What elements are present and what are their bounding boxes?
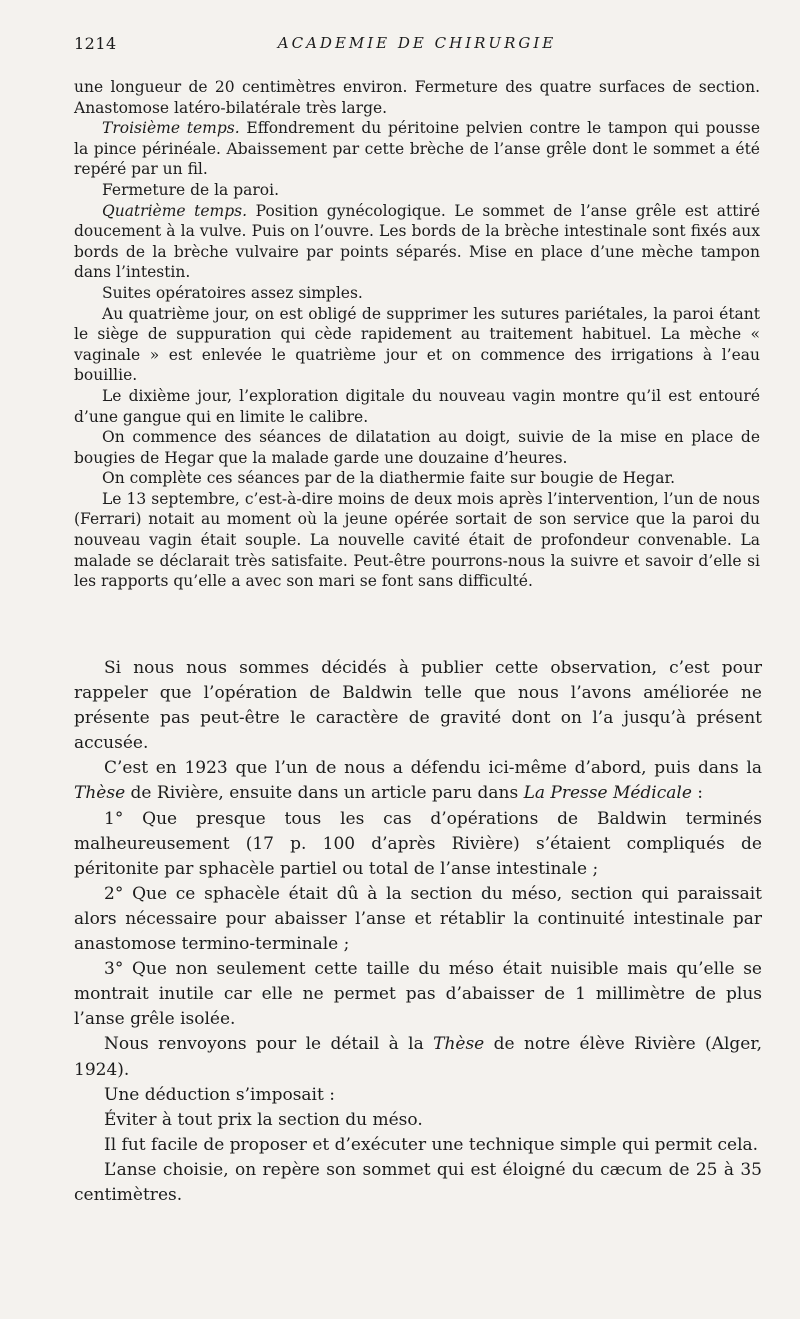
citation: Thèse <box>74 783 126 804</box>
paragraph: Au quatrième jour, on est obligé de supprimer les sutures pariétales, la paroi étant le siège de suppuration qui cède rapidement au traitement habituel. La mèche « vaginale » est enlevée le quatrième jour et on commence des irrigations à l’eau bouillie. <box>74 304 760 385</box>
paragraph: Si nous nous sommes décidés à publier cette observation, c’est pour rappeler que l’opération de Baldwin telle que nous l’avons améliorée ne présente pas peut-être le caractère de gravité dont on l’a jusqu’à présent accusée. <box>74 658 762 754</box>
case-report-section <box>74 77 760 592</box>
citation: Thèse <box>433 1034 485 1055</box>
page-header <box>74 34 760 56</box>
paragraph: Troisième temps. Effondrement du péritoine pelvien contre le tampon qui pousse la pince périnéale. Abaissement par cette brèche de l’anse grêle dont le sommet a été repéré par un fil. <box>74 119 760 179</box>
discussion-section <box>74 656 762 1208</box>
paragraph: 3° Que non seulement cette taille du méso était nuisible mais qu’elle se montrait inutile car elle ne permet pas d’abaisser de 1 millimètre de plus l’anse grêle isolée. <box>74 959 762 1030</box>
paragraph: 1° Que presque tous les cas d’opérations de Baldwin terminés malheureusement (17 p. 100 d’après Rivière) s’étaient compliqués de péritonite par sphacèle partiel ou total de l’anse intestinale ; <box>74 808 762 879</box>
paragraph: Une déduction s’imposait : <box>104 1084 335 1105</box>
paragraph: On commence des séances de dilatation au doigt, suivie de la mise en place de bougies de Hegar que la malade garde une douzaine d’heures. <box>74 428 760 467</box>
journal-title: La Presse Médicale <box>523 783 692 804</box>
paragraph: C’est en 1923 que l’un de nous a défendu ici-même d’abord, puis dans la Thèse de Rivière, ensuite dans un article paru dans La Presse Médicale : <box>74 758 762 804</box>
paragraph: L’anse choisie, on repère son sommet qui est éloigné du cæcum de 25 à 35 centimètres. <box>74 1159 762 1205</box>
paragraph: une longueur de 20 centimètres environ. Fermeture des quatre surfaces de section. Anastomose latéro-bilatérale très large. <box>74 78 760 117</box>
paragraph: Quatrième temps. Position gynécologique. Le sommet de l’anse grêle est attiré doucement à la vulve. Puis on l’ouvre. Les bords de la brèche intestinale sont fixés aux bords de la brèche vulvaire par points séparés. Mise en place d’une mèche tampon dans l’intestin. <box>74 201 760 282</box>
paragraph: Suites opératoires assez simples. <box>102 283 363 302</box>
step-label: Troisième temps. <box>102 119 240 138</box>
paragraph: Fermeture de la paroi. <box>102 180 280 199</box>
paragraph: 2° Que ce sphacèle était dû à la section du méso, section qui paraissait alors nécessaire pour abaisser l’anse et rétablir la continuité intestinale par anastomose termino-terminale ; <box>74 883 762 955</box>
step-label: Quatrième temps. <box>102 201 248 220</box>
paragraph: Le dixième jour, l’exploration digitale du nouveau vagin montre qu’il est entouré d’une gangue qui en limite le calibre. <box>74 386 760 426</box>
paragraph: Éviter à tout prix la section du méso. <box>104 1109 423 1130</box>
paragraph: Le 13 septembre, c’est-à-dire moins de deux mois après l’intervention, l’un de nous (Ferrari) notait au moment où la jeune opérée sortait de son service que la paroi du nouveau vagin était souple. La nouvelle cavité était de profondeur convenable. La malade se déclarait très satisfaite. Peut-être pourrons-nous la suivre et savoir d’elle si les rapports qu’elle a avec son mari se font sans difficulté. <box>74 489 760 591</box>
running-title: ACADEMIE DE CHIRURGIE <box>277 34 557 52</box>
paragraph: Nous renvoyons pour le détail à la Thèse de notre élève Rivière (Alger, 1924). <box>74 1034 762 1080</box>
paragraph: On complète ces séances par de la diathermie faite sur bougie de Hegar. <box>102 469 676 488</box>
page-number: 1214 <box>74 34 117 53</box>
paragraph: Il fut facile de proposer et d’exécuter une technique simple qui permit cela. <box>104 1134 759 1155</box>
